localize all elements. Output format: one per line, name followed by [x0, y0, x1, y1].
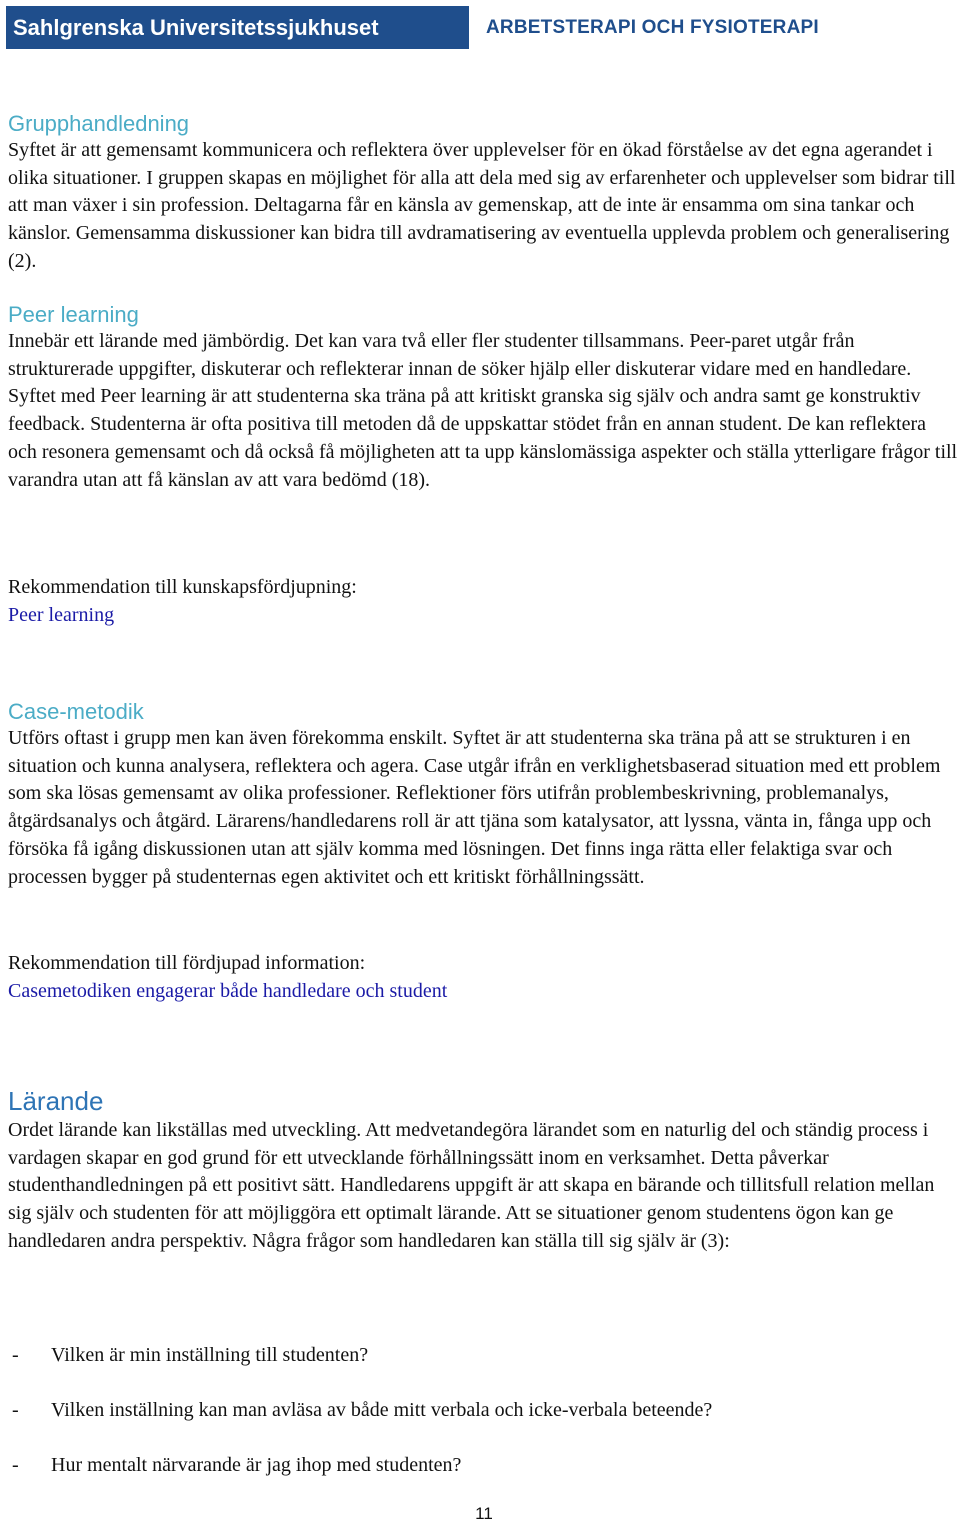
list-item: [8, 1342, 958, 1369]
section-larande: [8, 1085, 958, 1256]
hospital-name: Sahlgrenska Universitetssjukhuset: [13, 15, 379, 40]
list-item: [8, 1397, 958, 1424]
page-number: 11: [475, 1504, 493, 1523]
section-heading: Case-metodik: [8, 699, 144, 724]
section-heading: Lärande: [8, 1086, 104, 1116]
section-grupphandledning: [8, 111, 958, 276]
hospital-logo-banner: [6, 6, 469, 49]
section-case-metodik: [8, 699, 958, 891]
recommendation-link[interactable]: Peer learning: [8, 603, 115, 626]
section-peer-learning: [8, 302, 958, 494]
section-body: Syftet är att gemensamt kommunicera och reflektera över upplevelser för en ökad förståelse av det egna agerandet i olika situationer. I gruppen skapas en möjlighet för alla att dela med sig av erfarenheter och upplevelser som bidrar till att man växer i sin profession. Deltagarna får en känsla av gemenskap, att de inte är ensamma om sina tankar och känslor. Gemensamma diskussioner kan bidra till avdramatisering av eventuella upplevda problem och generalisering (2).: [8, 139, 956, 272]
recommendation-label: Rekommendation till kunskapsfördjupning:: [8, 576, 357, 598]
list-item: [8, 1452, 958, 1479]
question-text: Vilken inställning kan man avläsa av både mitt verbala och icke-verbala beteende?: [51, 1399, 713, 1421]
section-body: Innebär ett lärande med jämbördig. Det kan vara två eller fler studenter tillsammans. Peer-paret utgår från strukturerade uppgifter, diskuterar och reflekterar innan de söker hjälp eller diskuterar vidare med en handledare. Syftet med Peer learning är att studenterna ska träna på att kritiskt granska sig själv och andra samt ge konstruktiv feedback. Studenterna är ofta positiva till metoden då de uppskattar stödet från en annan student. De kan reflektera och resonera gemensamt och då också få möjligheten att ta upp känslomässiga aspekter och ställa ytterligare frågor till varandra utan att få känslan av att vara bedömd (18).: [8, 330, 958, 491]
department-name: ARBETSTERAPI OCH FYSIOTERAPI: [486, 17, 819, 38]
question-text: Vilken är min inställning till studenten?: [51, 1344, 369, 1366]
recommendation-case-metodik: [8, 950, 958, 1005]
section-heading: Peer learning: [8, 302, 139, 327]
section-body: Utförs oftast i grupp men kan även förekomma enskilt. Syftet är att studenterna ska träna på att se strukturen i en situation och kunna analysera, reflektera och agera. Case utgår ifrån en verklighetsbaserad situation med ett problem som ska lösas gemensamt av olika professioner. Reflektioner förs utifrån problembeskrivning, problemanalys, åtgärdsanalys och åtgärd. Lärarens/handledarens roll är att tjäna som katalysator, att lyssna, vänta in, fånga upp och försöka få igång diskussionen utan att själv komma med lösningen. Det finns inga rätta eller felaktiga svar och processen bygger på studenternas egen aktivitet och ett kritiskt förhållningssätt.: [8, 727, 941, 888]
bullet-dash: -: [12, 1454, 19, 1476]
section-heading: Grupphandledning: [8, 111, 190, 136]
section-body: Ordet lärande kan likställas med utveckling. Att medvetandegöra lärandet som en naturlig del och ständig process i vardagen skapar en god grund för ett utvecklande förhållningssätt inom en verksamhet. Detta påverkar studenthandledningen på ett positivt sätt. Handledarens uppgift är att skapa en bärande och tillitsfull relation mellan sig själv och studenten för att möjliggöra ett optimalt lärande. Att se situationer genom studentens ögon kan ge handledaren andra perspektiv. Några frågor som handledaren kan ställa till sig själv är (3):: [8, 1119, 935, 1252]
recommendation-link[interactable]: Casemetodiken engagerar både handledare och student: [8, 979, 448, 1002]
question-list: [8, 1342, 958, 1507]
recommendation-label: Rekommendation till fördjupad information:: [8, 952, 366, 974]
question-text: Hur mentalt närvarande är jag ihop med studenten?: [51, 1454, 462, 1476]
bullet-dash: -: [12, 1344, 19, 1366]
bullet-dash: -: [12, 1399, 19, 1421]
recommendation-peer-learning: [8, 574, 958, 629]
